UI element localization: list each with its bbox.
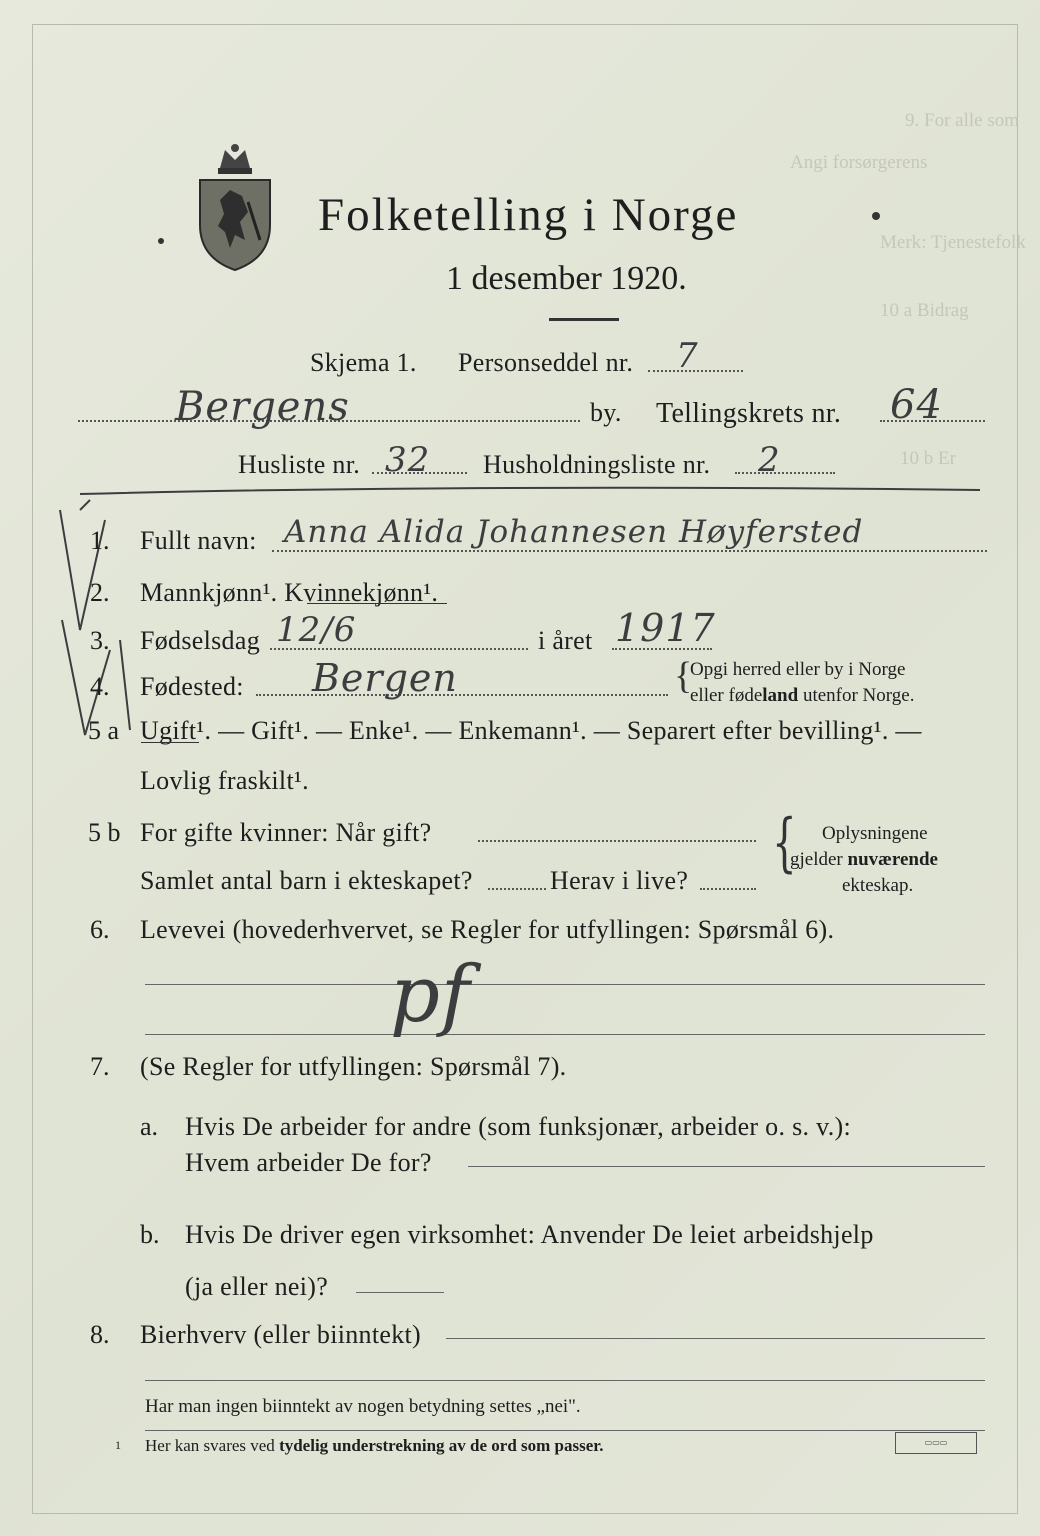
q6-line1	[145, 984, 985, 985]
title-dot	[872, 212, 880, 220]
q7a-line	[468, 1166, 985, 1167]
q5a-line2: Lovlig fraskilt¹.	[140, 766, 309, 795]
q7a-line1: Hvis De arbeider for andre (som funksjonær, arbeider o. s. v.):	[185, 1112, 851, 1141]
q6-label: Levevei (hovederhvervet, se Regler for utfyllingen: Spørsmål 6).	[140, 915, 835, 944]
full-name-value[interactable]: Anna Alida Johannesen Høyfersted	[284, 514, 864, 550]
birth-year-value[interactable]: 1917	[615, 606, 716, 650]
q5b-number: 5 b	[88, 818, 121, 847]
city-value[interactable]: Bergens	[175, 384, 350, 430]
q1-number: 1.	[90, 526, 110, 555]
q5b-alive-line	[700, 888, 756, 890]
q5b-note2: gjelder nuværende	[790, 849, 938, 870]
husholdning-label: Husholdningsliste nr.	[483, 450, 711, 479]
footnote-rule	[145, 1430, 985, 1431]
title-rule	[549, 318, 619, 321]
q2-number: 2.	[90, 578, 110, 607]
q5a-number: 5 a	[88, 716, 120, 745]
q7b-line2: (ja eller nei)?	[185, 1272, 329, 1301]
q3-label: Fødselsdag	[140, 626, 260, 655]
city-suffix: by.	[590, 398, 622, 427]
q5b-children-line	[488, 888, 546, 890]
q7a-line2: Hvem arbeider De for?	[185, 1148, 432, 1177]
q7b-letter: b.	[140, 1220, 160, 1249]
q5a-line1: Ugift¹. — Gift¹. — Enke¹. — Enkemann¹. — Separert efter bevilling¹. —	[140, 716, 922, 745]
dot-mark	[158, 238, 164, 244]
q7-number: 7.	[90, 1052, 110, 1081]
personseddel-value[interactable]: 7	[676, 336, 699, 376]
q8-label: Bierhverv (eller biinntekt)	[140, 1320, 421, 1349]
q8-line	[446, 1338, 985, 1339]
occupation-value[interactable]: pf	[390, 950, 471, 1040]
tellingskrets-value[interactable]: 64	[890, 382, 943, 428]
personseddel-label: Personseddel nr.	[458, 348, 634, 377]
q7-label: (Se Regler for utfyllingen: Spørsmål 7).	[140, 1052, 567, 1081]
q1-label: Fullt navn:	[140, 526, 257, 555]
q5b-line2a: Samlet antal barn i ekteskapet?	[140, 866, 473, 895]
birthday-value[interactable]: 12/6	[276, 610, 357, 650]
footnote-text: Her kan svares ved tydelig understrekning av de ord som passer.	[145, 1436, 604, 1455]
q8-number: 8.	[90, 1320, 110, 1349]
tellingskrets-label: Tellingskrets nr.	[656, 398, 842, 429]
census-date: 1 desember 1920.	[446, 260, 687, 297]
q2-label: Mannkjønn¹. Kvinnekjønn¹.	[140, 578, 439, 607]
q5b-brace: {	[772, 806, 797, 880]
q6-number: 6.	[90, 915, 110, 944]
q7b-line1: Hvis De driver egen virksomhet: Anvender De leiet arbeidshjelp	[185, 1220, 874, 1249]
husliste-value[interactable]: 32	[385, 440, 431, 480]
q8-line2	[145, 1380, 985, 1381]
q5b-married-line	[478, 840, 756, 842]
norway-coat-of-arms-icon	[190, 140, 280, 275]
husholdning-value[interactable]: 2	[758, 440, 781, 480]
q7b-line	[356, 1292, 444, 1293]
footnote-mark: 1	[115, 1438, 121, 1452]
q5a-underline	[141, 742, 199, 743]
q5b-note3: ekteskap.	[842, 875, 914, 896]
q5b-note1: Oplysningene	[822, 823, 928, 844]
q5b-line1: For gifte kvinner: Når gift?	[140, 818, 432, 847]
q4-brace: {	[674, 655, 693, 697]
schema-label: Skjema 1.	[310, 348, 417, 377]
q5b-line2b: Herav i live?	[550, 866, 689, 895]
q4-label: Fødested:	[140, 672, 244, 701]
birthplace-value[interactable]: Bergen	[312, 656, 458, 700]
q4-note-line2: eller fødeland utenfor Norge.	[690, 685, 915, 706]
q4-note-line1: Opgi herred eller by i Norge	[690, 659, 906, 680]
q7a-letter: a.	[140, 1112, 159, 1141]
husholdning-line	[735, 472, 835, 474]
note-nei: Har man ingen biinntekt av nogen betydning settes „nei".	[145, 1396, 581, 1417]
q6-line2	[145, 1034, 985, 1035]
printer-stamp: ▭▭▭	[895, 1432, 977, 1454]
q2-underline	[307, 603, 447, 604]
form-title: Folketelling i Norge	[318, 189, 739, 241]
census-form: 9. For alle som Angi forsørgerens Merk: Tjenestefolk 10 a Bidrag 10 b Er Folketelling i Norge 1 desember 1920. Skjema 1. Personseddel nr. 7 Bergens by. Tellingskrets nr. 64 Husliste nr. 32 Husholdningsliste nr. 2 1. Fullt navn: Anna Alida Johannesen Høyfersted 2. Mannkjønn¹. Kvinnekjønn¹. 3. Fødselsdag 12/6 i året 1917 4. Fødested: Bergen { Opgi herred eller by i Norge eller fødeland utenfor Norge. 5 a Ugift¹. — Gift¹. — Enke¹. — Enkemann¹. — Separert efter bevilling¹. — Lovlig fraskilt¹. 5 b For gifte kvinner: Når gift? Samlet antal barn i ekteskapet? Herav i live? { Oplysningene gjelder nuværende ekteskap. 6. Levevei (hovederhvervet, se Regler for utfyllingen: Spørsmål 6). pf 7. (Se Regler for utfyllingen: Spørsmål 7). a. Hvis De arbeider for andre (som funksjonær, arbeider o. s. v.): Hvem arbeider De for? b. Hvis De driver egen virksomhet: Anvender De leiet arbeidshjelp (ja eller nei)? 8. Bierhverv (eller biinntekt) Har man ingen biinntekt av nogen betydning settes „nei". 1 Her kan svares ved tydelig understrekning av de ord som passer. ▭▭▭	[0, 0, 1040, 1536]
q1-line	[272, 550, 987, 552]
q4-number: 4.	[90, 672, 110, 701]
q3-number: 3.	[90, 626, 110, 655]
q3-year-label: i året	[538, 626, 593, 655]
husliste-label: Husliste nr.	[238, 450, 361, 479]
